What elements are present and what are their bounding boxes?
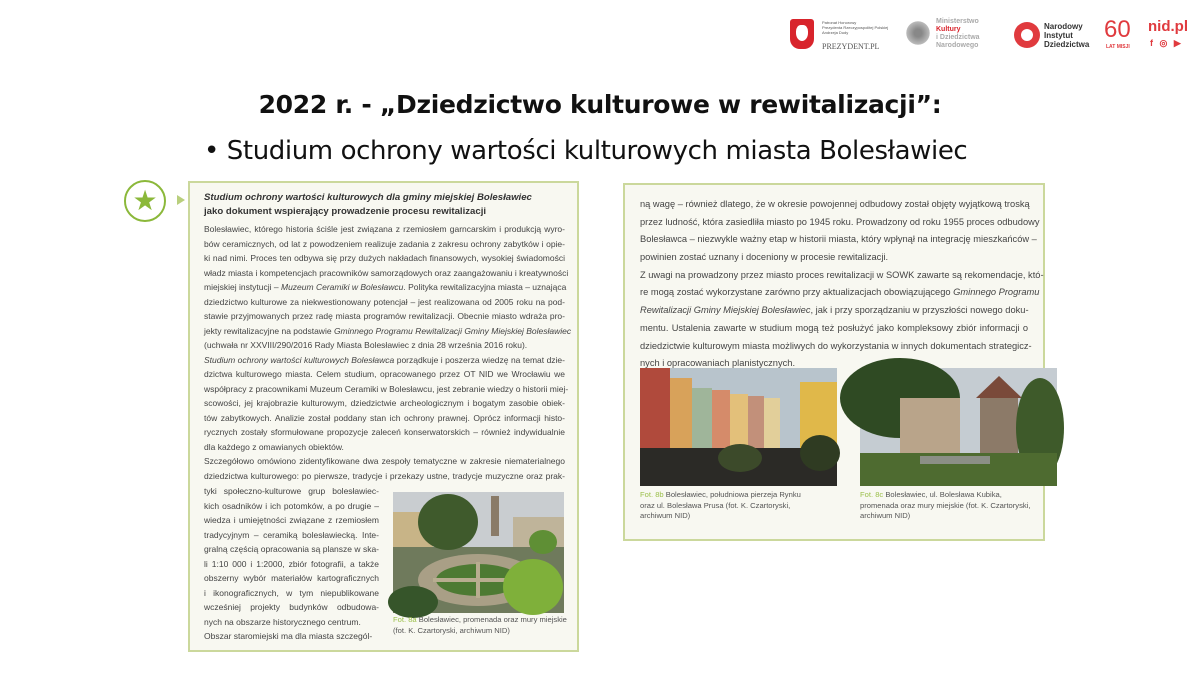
nid-logo-text — [1044, 22, 1089, 49]
photo-kubika-street — [860, 368, 1057, 486]
text: Bolesławiec, którego historia ściśle jest związana z rzemiosłem garncarskim i produkcją wyro- — [204, 224, 565, 234]
ministry-eagle-icon — [906, 18, 930, 48]
text-line — [204, 425, 565, 440]
text-line — [640, 284, 1040, 302]
text-line — [204, 571, 379, 586]
caption-text: promenada oraz mury miejskie (fot. K. Czartoryski, — [860, 500, 1031, 510]
caption-text: Bolesławiec, południowa pierzeja Rynku — [665, 490, 801, 499]
nid-logo-icon — [1014, 22, 1040, 48]
text: gralną częścią opracowania są plansze w ska- — [204, 544, 379, 554]
text-line — [204, 338, 565, 353]
italic-text: Gminnego Programu — [953, 287, 1040, 298]
logo-line: i Dziedzictwa — [936, 34, 980, 41]
text-line — [204, 586, 379, 601]
text-line — [204, 440, 565, 455]
caption-text: Bolesławiec, promenada oraz mury miejskie — [418, 615, 567, 624]
photo-market-square — [640, 368, 837, 486]
right-article-panel — [623, 183, 1045, 541]
caption-text: archiwum NID) — [640, 511, 691, 520]
president-site-label: PREZYDENT.PL — [822, 42, 880, 51]
logo-line: Patronat Honorowy — [822, 20, 857, 25]
article-body — [640, 196, 1044, 373]
text-line — [204, 557, 379, 572]
text-line — [204, 222, 565, 237]
logo-line: Narodowy — [1044, 22, 1083, 31]
text-line — [204, 251, 565, 266]
text-line — [204, 454, 565, 469]
italic-text: Rewitalizacji Gminy Miejskiej Bolesławiec — [640, 305, 811, 316]
logo-line: Dziedzictwa — [1044, 40, 1090, 49]
text: mentu. Ustalenia zawarte w studium mogą też posłużyć jako kompleksowy zbiór informacji o — [640, 322, 1028, 333]
text-line — [640, 249, 1028, 267]
text-line — [204, 309, 565, 324]
text: li 1:10 000 i 1:2000, zbiór fotografii, a także — [204, 558, 379, 569]
star-icon: ★ — [124, 180, 166, 222]
text: Szczegółowo omówiono zidentyfikowane dwa zespoły tematyczne w zakresie niematerialnego — [204, 456, 565, 466]
text: . Polityka rewitalizacyjna miasta – uznająca — [403, 282, 567, 292]
text-line — [204, 513, 379, 528]
text: dziedzictwie kulturowym miasta możliwych do wykorzystania w innych dokumentach strategicz- — [640, 340, 1032, 351]
text-line — [640, 214, 1040, 232]
text: stawie przyjmowanych przez radę miasta programów rewitalizacji. Obecnie miasto wdraża pro- — [204, 311, 565, 321]
text: scowości, jej krajobrazie kulturowym, dziedzictwie archeologicznym i bogatym zasobie obiek- — [204, 398, 565, 408]
text-line — [640, 320, 1028, 338]
text-line — [204, 528, 379, 543]
text: tów zabytkowych. Analizie został poddany stan ich ochrony prawnej. Oprócz informacji histo- — [204, 412, 565, 423]
text: dziedzictwo kulturowe za niekwestionowany potencjał – jest realizowana od 2005 roku na pod- — [204, 296, 565, 307]
left-article-panel — [188, 181, 579, 652]
anniversary-label: LAT MISJI — [1106, 44, 1130, 50]
text: Bolesławca – niezwykle ważny etap w historii miasta, który wpłynął na integrację mieszkańców – — [640, 234, 1037, 245]
caption-text: Bolesławiec, ul. Bolesława Kubika, — [885, 490, 1002, 499]
text: dziedzictwa kulturowego: po pierwsze, tradycje i przekazy ustne, tradycje muzyczne oraz prak- — [204, 470, 565, 481]
logo-line: Narodowego — [936, 42, 979, 49]
text: dzictwa kulturowego miasta. Celem studium, opracowanego przez OT NID we Wrocławiu we — [204, 369, 565, 379]
text-line — [640, 338, 1032, 356]
photo-promenade-walls — [393, 492, 564, 613]
ministry-logo-text — [936, 18, 980, 50]
text: tyki społeczno-kulturowe grup bolesławiec- — [204, 486, 379, 496]
caption-label: Fot. 8a — [393, 615, 417, 624]
text-line — [204, 237, 565, 252]
text: ną wagę – również dlatego, że w okresie powojennej odbudowy został objęty wyjątkową troską — [640, 199, 1030, 209]
photo-caption-8c — [860, 490, 1031, 522]
text-line — [204, 600, 379, 615]
article-body-narrow — [204, 484, 379, 644]
article-subheading: jako dokument wspierający prowadzenie procesu rewitalizacji — [204, 206, 487, 217]
text: Z uwagi na prowadzony przez miasto proces rewitalizacji w SOWK zawarte są rekomendacje, któ- — [640, 269, 1044, 280]
text: (uchwała nr XXVIII/290/2016 Rady Miasta Bolesławiec z dnia 28 września 2016 roku). — [204, 340, 528, 350]
text-line — [640, 302, 1028, 320]
text: wcześniej projekty budynków odbudowa- — [204, 602, 379, 612]
photo-caption-8b — [640, 490, 801, 522]
caption-label: Fot. 8c — [860, 490, 884, 499]
italic-text: Studium ochrony wartości kulturowych Bolesławca — [204, 354, 395, 365]
text-line — [204, 280, 565, 295]
text: Obszar staromiejski ma dla miasta szczegól- — [204, 631, 373, 641]
arrow-right-icon — [177, 195, 185, 205]
text: re mogą zostać wykorzystane zarówno przy aktualizacjach obowiązującego — [640, 287, 954, 298]
text: dla każdego z omawianych obiektów. — [204, 441, 344, 452]
text-line — [204, 353, 565, 368]
anniversary-number: 60 — [1104, 16, 1131, 43]
text: miejskiej instytucji – — [204, 282, 281, 292]
logo-line: Prezydenta Rzeczypospolitej Polskiej — [822, 25, 889, 30]
slide-bullet: • Studium ochrony wartości kulturowych miasta Bolesławiec — [204, 136, 968, 166]
logo-line: Ministerstwo — [936, 18, 979, 25]
caption-text: oraz ul. Bolesława Prusa (fot. K. Czartoryski, — [640, 500, 791, 510]
text: ki nad nimi. Proces ten odbywa się przy dużych nakładach finansowych, wysokiej świadomości — [204, 253, 565, 263]
italic-text: Gminnego Programu Rewitalizacji Gminy Miejskiej Bolesławiec — [333, 325, 572, 336]
text: obszerny wybór materiałów kartograficznych — [204, 573, 379, 583]
text-line — [204, 295, 565, 310]
social-icons[interactable]: f ◎ ▶ — [1150, 38, 1183, 48]
text-line — [204, 469, 565, 484]
text-line — [204, 324, 572, 339]
text-line — [204, 499, 379, 514]
text: wiedza i umiejętności związane z rzemiosłem — [204, 515, 379, 525]
text: przez ludność, która zasiedliła miasto po 1945 roku. Prowadzony od roku 1955 proces odbudowy — [640, 216, 1040, 227]
text: rycznych zostały sformułowane propozycje zaleceń konserwatorskich – również indywidualnie — [204, 427, 565, 437]
text-line — [204, 396, 565, 411]
partner-logos — [786, 14, 1196, 64]
text: i ikonograficznych, w tym niepublikowane — [204, 587, 379, 598]
text: tradycyjnym – ceramiką bolesławiecką. Inte- — [204, 529, 379, 540]
italic-text: Muzeum Ceramiki w Bolesławcu — [281, 282, 404, 292]
president-patronage-text — [822, 20, 888, 35]
text: nych na obszarze historycznego centrum. — [204, 616, 361, 627]
slide-title: 2022 r. - „Dziedzictwo kulturowe w rewitalizacji”: — [258, 90, 942, 119]
text: współpracy z pracownikami Muzeum Ceramiki w Bolesławcu, jest zebranie wiedzy o historii miej- — [204, 383, 569, 394]
text-line — [204, 382, 569, 397]
text: kich osadników i ich potomków, a po drugie – — [204, 500, 379, 511]
text: , jak i przy sporządzaniu w przyszłości nowego doku- — [810, 305, 1029, 316]
text-line — [640, 231, 1037, 249]
text: jekty rewitalizacyjne na podstawie — [204, 325, 334, 336]
text-line — [204, 367, 565, 382]
logo-line: Kultury — [936, 26, 961, 33]
caption-text: archiwum NID) — [860, 511, 911, 520]
photo-caption-8a — [393, 615, 567, 636]
logo-line: Instytut — [1044, 31, 1073, 40]
text-line — [204, 615, 379, 630]
text: powinien zostać uznany i doceniony w procesie rewitalizacji. — [640, 252, 889, 263]
caption-label: Fot. 8b — [640, 490, 664, 499]
text-line — [204, 411, 565, 426]
caption-text: (fot. K. Czartoryski, archiwum NID) — [393, 625, 510, 635]
text: bów ceramicznych, od lat z powodzeniem realizuje zadania z zakresu ochrony zabytków i opie- — [204, 238, 565, 249]
article-heading: Studium ochrony wartości kulturowych dla gminy miejskiej Bolesławiec — [204, 192, 532, 203]
nid-site-link[interactable]: nid.pl — [1148, 18, 1188, 35]
text-line — [204, 266, 569, 281]
text-line — [640, 267, 1044, 285]
article-body — [204, 222, 572, 483]
text: władz miasta i kompetencjach pracowników samorządowych oraz zaangażowaniu i kreatywności — [204, 267, 569, 278]
text: nych i opracowaniach planistycznych. — [640, 358, 796, 369]
logo-line: Andrzeja Dudy — [822, 30, 849, 35]
text-line — [204, 484, 379, 499]
text-line — [640, 196, 1028, 214]
text-line — [204, 629, 379, 644]
text-line — [204, 542, 379, 557]
polish-eagle-emblem-icon — [790, 19, 814, 49]
text: porządkuje i poszerza wiedzę na temat dzie- — [394, 354, 565, 365]
